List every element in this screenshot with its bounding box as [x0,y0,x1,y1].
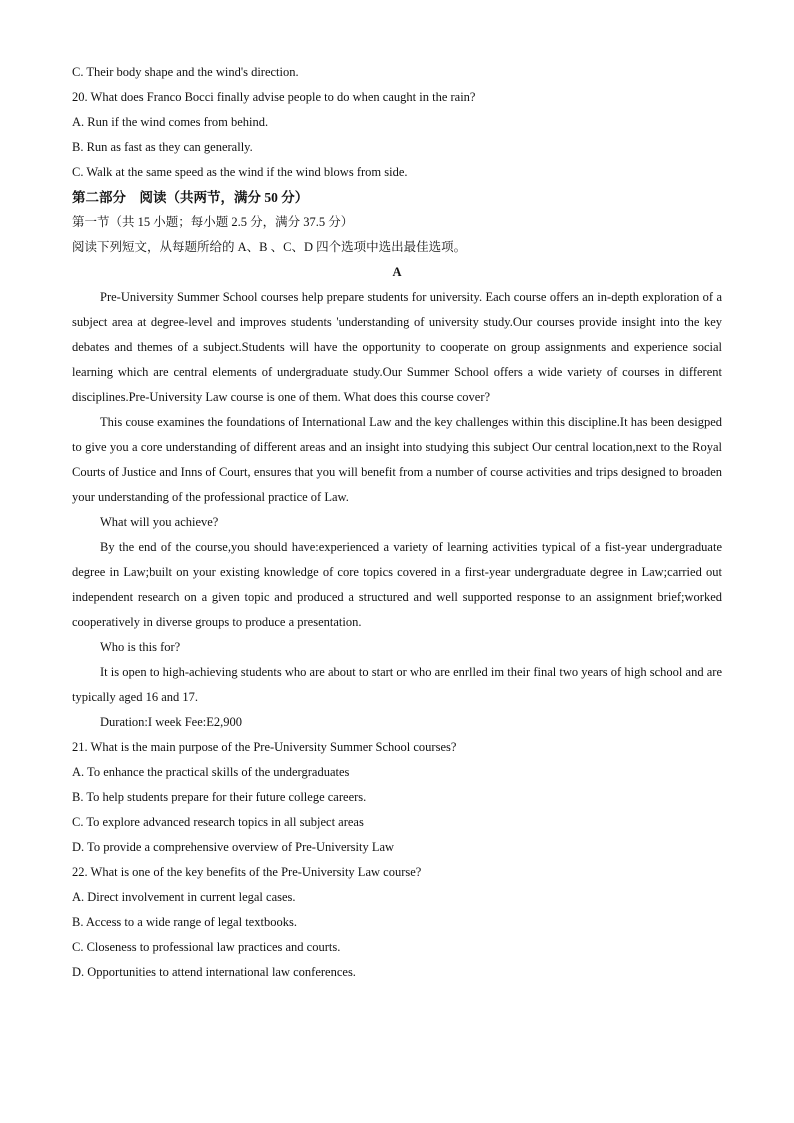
option-line: D. Opportunities to attend international law conferences. [72,965,356,979]
option-line: A. Run if the wind comes from behind. [72,115,269,129]
instruction-text: 阅读下列短文，从每题所给的 A、B 、C、D 四个选项中选出最佳选项。 [72,240,467,254]
document-page [72,60,722,985]
option-line: A. Direct involvement in current legal cases. [72,890,296,904]
question-21: 21. What is the main purpose of the Pre-University Summer School courses? [72,740,457,754]
question-22: 22. What is one of the key benefits of the Pre-University Law course? [72,865,422,879]
option-line: C. Closeness to professional law practices and courts. [72,940,341,954]
passage-paragraph-2: This couse examines the foundations of International Law and the key challenges within this discipline.It has been desigped to give you a core understanding of different areas and an insight into studying this subject Our central location,next to the Royal Courts of Justice and Inns of Court, ensures that you will benefit from a number of course activities and trips designed to broaden your understanding of the professional practice of Law. [72,415,722,504]
option-line: A. To enhance the practical skills of the undergraduates [72,765,350,779]
passage-paragraph-1: Pre-University Summer School courses help prepare students for university. Each course offers an in-depth exploration of a subject area at degree-level and improves students 'understanding of university study.Our courses provide insight into the key debates and themes of a subject.Students will have the opportunity to cooperate on group assignments and experience social learning which are central elements of undergraduate study.Our Summer School offers a wide variety of courses in different disciplines.Pre-University Law course is one of them. What does this course cover? [72,290,722,404]
passage-subheading-achieve: What will you achieve? [100,515,219,529]
option-line: D. To provide a comprehensive overview of Pre-University Law [72,840,395,854]
question-line: 20. What does Franco Bocci finally advise people to do when caught in the rain? [72,90,476,104]
passage-subheading-who: Who is this for? [100,640,181,654]
passage-letter: A [392,265,402,279]
passage-paragraph-4: It is open to high-achieving students who are about to start or who are enrlled im their final two years of high school and are typically aged 16 and 17. [72,665,722,704]
option-line: B. Run as fast as they can generally. [72,140,253,154]
section-subtitle: 第一节（共 15 小题；每小题 2.5 分，满分 37.5 分） [72,215,354,229]
option-line: B. To help students prepare for their future college careers. [72,790,367,804]
passage-duration-fee: Duration:I week Fee:E2,900 [100,715,242,729]
option-line: C. Their body shape and the wind's direction. [72,65,299,79]
option-line: C. To explore advanced research topics in all subject areas [72,815,364,829]
option-line: C. Walk at the same speed as the wind if the wind blows from side. [72,165,408,179]
option-line: B. Access to a wide range of legal textbooks. [72,915,297,929]
section-title: 第二部分 阅读（共两节，满分 50 分） [72,190,309,205]
passage-paragraph-3: By the end of the course,you should have:experienced a variety of learning activities typical of a fist-year undergraduate degree in Law;built on your existing knowledge of core topics covered in a first-year undergraduate degree in Law;carried out independent research on a given topic and produced a structured and well supported response to an assignment brief;worked cooperatively in diverse groups to produce a presentation. [72,540,722,629]
